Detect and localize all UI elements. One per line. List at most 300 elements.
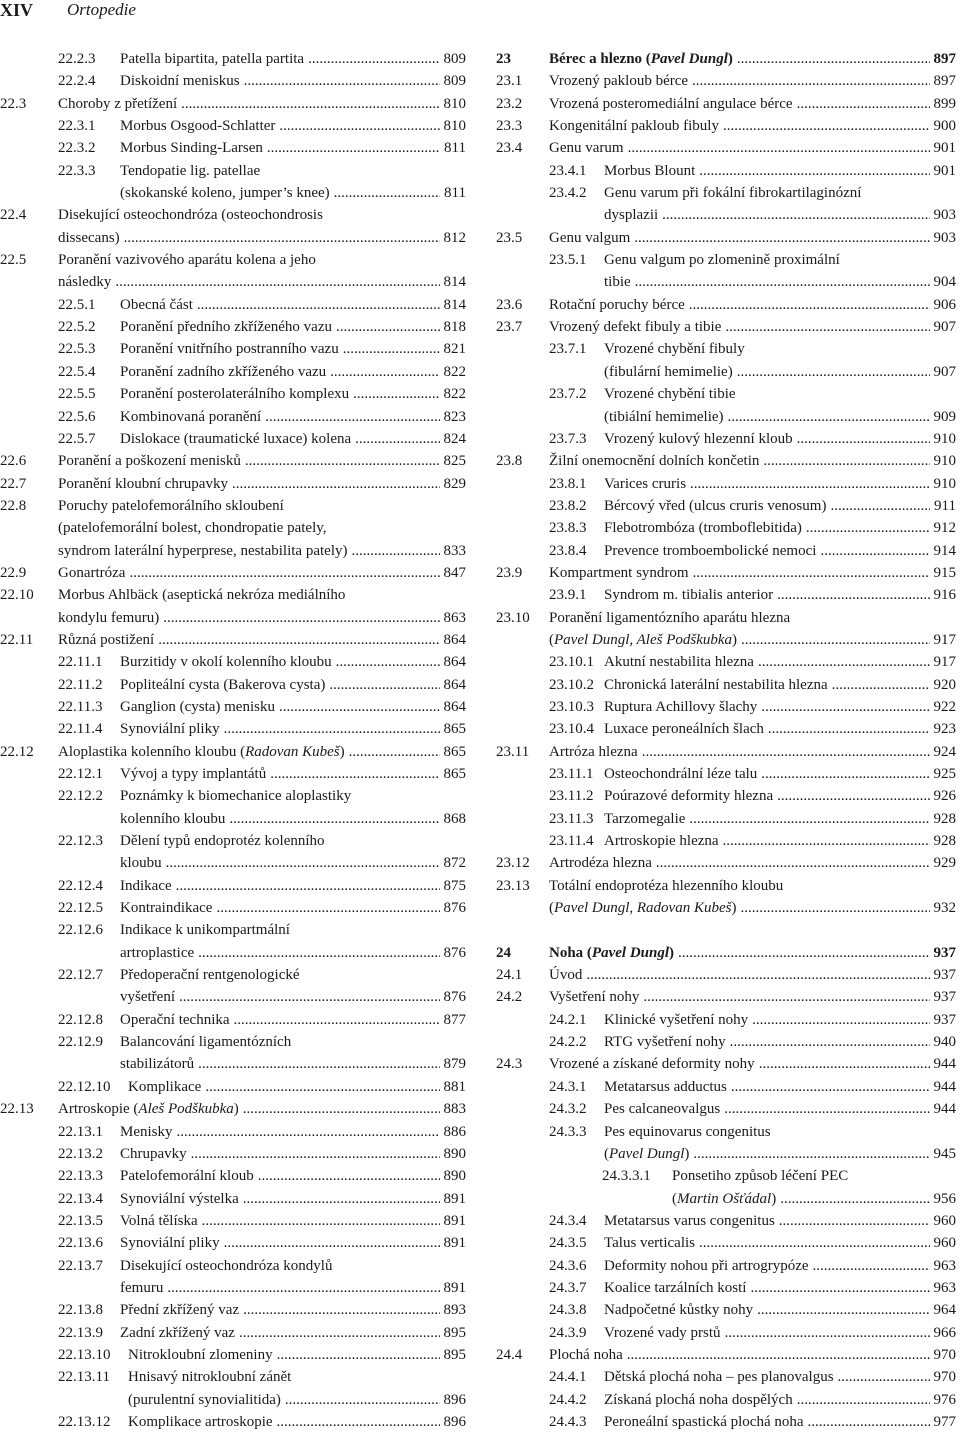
toc-entry[interactable] bbox=[496, 294, 956, 316]
toc-entry[interactable] bbox=[496, 1121, 956, 1143]
toc-entry-number: 22.13.8 bbox=[58, 1302, 103, 1319]
toc-entry-title: Vývoj a typy implantátů bbox=[120, 766, 267, 782]
dot-leader bbox=[777, 785, 929, 807]
toc-entry-page: 812 bbox=[443, 229, 466, 246]
toc-entry-number: 23.10.2 bbox=[549, 676, 594, 693]
toc-entry[interactable] bbox=[496, 1277, 956, 1299]
toc-entry-title: Artróza hlezna bbox=[549, 743, 638, 760]
toc-entry-title: Choroby z přetížení bbox=[58, 95, 178, 112]
toc-entry[interactable] bbox=[496, 562, 956, 584]
toc-entry-title: Menisky bbox=[120, 1123, 173, 1140]
toc-entry[interactable] bbox=[496, 160, 956, 182]
toc-entry-number: 24.3 bbox=[496, 1056, 523, 1073]
toc-entry-page: 904 bbox=[933, 274, 956, 291]
toc-entry-title: Poúrazové deformity hlezna bbox=[604, 788, 774, 805]
toc-entry[interactable] bbox=[496, 406, 956, 428]
toc-entry-title: kondylu femuru) bbox=[58, 609, 160, 626]
toc-entry-page: 876 bbox=[443, 989, 466, 1006]
toc-entry-title: (purulentní synovialitida) bbox=[128, 1391, 281, 1408]
toc-entry[interactable] bbox=[0, 562, 466, 584]
toc-entry[interactable] bbox=[0, 294, 466, 316]
toc-entry[interactable] bbox=[496, 70, 956, 92]
toc-entry-title: Diskoidní meniskus bbox=[120, 73, 240, 90]
toc-entry-number: 24 bbox=[496, 944, 511, 961]
toc-entry[interactable] bbox=[0, 875, 466, 897]
dot-leader bbox=[115, 271, 439, 293]
toc-entry[interactable] bbox=[496, 1299, 956, 1321]
toc-entry-page: 809 bbox=[443, 73, 466, 90]
dot-leader bbox=[838, 1366, 930, 1388]
toc-entry-title: Genu varum při fokální fibrokartilaginózní bbox=[604, 185, 862, 202]
toc-entry[interactable] bbox=[0, 584, 466, 606]
toc-entry-page: 937 bbox=[933, 989, 956, 1006]
toc-entry[interactable] bbox=[0, 1389, 466, 1411]
toc-entry-title: Vrozené chybění tibie bbox=[604, 386, 736, 403]
toc-entry-title: RTG vyšetření nohy bbox=[604, 1034, 726, 1051]
toc-entry[interactable] bbox=[496, 450, 956, 472]
toc-entry[interactable] bbox=[0, 48, 466, 70]
toc-entry-title: Disekující osteochondróza (osteochondrosis bbox=[58, 207, 323, 224]
dot-leader bbox=[627, 1344, 930, 1366]
dot-leader bbox=[224, 1232, 440, 1254]
toc-entry[interactable] bbox=[496, 1076, 956, 1098]
toc-entry-title: Poranění předního zkříženého vazu bbox=[120, 319, 332, 336]
toc-entry[interactable] bbox=[496, 316, 956, 338]
toc-entry[interactable] bbox=[0, 383, 466, 405]
toc-entry[interactable] bbox=[0, 227, 466, 249]
toc-entry[interactable] bbox=[0, 70, 466, 92]
dot-leader bbox=[740, 897, 929, 919]
toc-entry[interactable] bbox=[496, 540, 956, 562]
toc-entry[interactable] bbox=[0, 1121, 466, 1143]
toc-entry[interactable] bbox=[0, 316, 466, 338]
toc-entry-number: 22.4 bbox=[0, 207, 27, 224]
toc-entry[interactable] bbox=[496, 986, 956, 1008]
toc-entry[interactable] bbox=[0, 450, 466, 472]
toc-entry-number: 22.3.2 bbox=[58, 140, 96, 157]
toc-entry[interactable] bbox=[496, 204, 956, 226]
toc-entry[interactable] bbox=[0, 428, 466, 450]
toc-entry-number: 24.3.1 bbox=[549, 1078, 587, 1095]
toc-entry[interactable] bbox=[0, 1344, 466, 1366]
toc-entry[interactable] bbox=[496, 495, 956, 517]
toc-entry[interactable] bbox=[496, 1366, 956, 1388]
toc-entry-page: 929 bbox=[933, 855, 956, 872]
toc-entry[interactable] bbox=[0, 495, 466, 517]
dot-leader bbox=[737, 48, 930, 70]
toc-entry-page: 909 bbox=[933, 408, 956, 425]
toc-entry-title: Poruchy patelofemorálního skloubení bbox=[58, 497, 284, 514]
toc-entry[interactable] bbox=[0, 406, 466, 428]
toc-entry-number: 22.13.10 bbox=[58, 1346, 111, 1363]
toc-entry[interactable] bbox=[0, 607, 466, 629]
toc-entry[interactable] bbox=[0, 696, 466, 718]
toc-entry[interactable] bbox=[496, 1322, 956, 1344]
toc-entry-number: 22.12.9 bbox=[58, 1034, 103, 1051]
toc-entry[interactable] bbox=[496, 383, 956, 405]
toc-entry-title: Poranění a poškození menisků bbox=[58, 453, 241, 470]
toc-entry[interactable] bbox=[496, 227, 956, 249]
toc-entry[interactable] bbox=[0, 1143, 466, 1165]
dot-leader bbox=[689, 294, 930, 316]
toc-entry-page: 944 bbox=[933, 1056, 956, 1073]
toc-entry-title: (Pavel Dungl, Aleš Podškubka) bbox=[549, 631, 738, 648]
toc-entry-number: 24.3.3.1 bbox=[602, 1168, 651, 1185]
toc-entry[interactable] bbox=[496, 1143, 956, 1165]
toc-entry[interactable] bbox=[0, 785, 466, 807]
toc-entry[interactable] bbox=[0, 540, 466, 562]
toc-entry-title: dysplazii bbox=[604, 207, 659, 224]
dot-leader bbox=[336, 316, 440, 338]
toc-entry-number: 24.2.1 bbox=[549, 1011, 587, 1028]
toc-entry-title: Dislokace (traumatické luxace) kolena bbox=[120, 430, 352, 447]
toc-entry[interactable] bbox=[0, 160, 466, 182]
toc-entry[interactable] bbox=[0, 1210, 466, 1232]
toc-entry[interactable] bbox=[0, 271, 466, 293]
toc-entry[interactable] bbox=[496, 1188, 956, 1210]
toc-entry[interactable] bbox=[0, 897, 466, 919]
toc-entry[interactable] bbox=[0, 763, 466, 785]
toc-entry-number: 22.3.3 bbox=[58, 162, 96, 179]
toc-entry-title: Ponsetiho způsob léčení PEC bbox=[672, 1168, 849, 1185]
toc-entry-title: Deformity nohou při artrogrypóze bbox=[604, 1257, 809, 1274]
toc-entry-number: 24.3.2 bbox=[549, 1101, 587, 1118]
toc-entry-title: Vrozený kulový hlezenní kloub bbox=[604, 430, 793, 447]
toc-entry-number: 24.2.2 bbox=[549, 1034, 587, 1051]
toc-entry-number: 23.7.2 bbox=[549, 386, 587, 403]
toc-entry[interactable] bbox=[496, 1344, 956, 1366]
toc-entry[interactable] bbox=[496, 718, 956, 740]
dot-leader bbox=[758, 651, 930, 673]
toc-entry-number: 23.5.1 bbox=[549, 252, 587, 269]
toc-entry[interactable] bbox=[496, 1232, 956, 1254]
toc-entry[interactable] bbox=[0, 986, 466, 1008]
toc-entry[interactable] bbox=[496, 1053, 956, 1075]
toc-spacer bbox=[496, 919, 956, 941]
toc-entry[interactable] bbox=[0, 629, 466, 651]
toc-entry[interactable] bbox=[0, 1031, 466, 1053]
toc-entry[interactable] bbox=[0, 249, 466, 271]
toc-entry-title: Rotační poruchy bérce bbox=[549, 296, 685, 313]
toc-entry[interactable] bbox=[0, 137, 466, 159]
toc-entry-title: Koalice tarzálních kostí bbox=[604, 1279, 747, 1296]
dot-leader bbox=[642, 741, 930, 763]
toc-entry-number: 22.12.7 bbox=[58, 967, 103, 984]
toc-entry-number: 23.8.1 bbox=[549, 475, 587, 492]
toc-entry[interactable] bbox=[0, 830, 466, 852]
toc-entry[interactable] bbox=[0, 93, 466, 115]
toc-entry-title: (Pavel Dungl, Radovan Kubeš) bbox=[549, 900, 737, 917]
dot-leader bbox=[693, 1143, 929, 1165]
toc-entry-page: 876 bbox=[443, 944, 466, 961]
toc-entry-page: 821 bbox=[443, 341, 466, 358]
toc-entry-number: 22.12.5 bbox=[58, 900, 103, 917]
toc-entry-title: Bérec a hlezno (Pavel Dungl) bbox=[549, 51, 733, 67]
toc-entry-title: Vrozené vady prstů bbox=[604, 1324, 721, 1341]
toc-entry-number: 22.13.2 bbox=[58, 1145, 103, 1162]
toc-entry-page: 896 bbox=[443, 1391, 466, 1408]
dot-leader bbox=[813, 1255, 930, 1277]
toc-entry[interactable] bbox=[0, 651, 466, 673]
toc-entry-number: 22.9 bbox=[0, 564, 27, 581]
toc-entry[interactable] bbox=[496, 1255, 956, 1277]
toc-entry-number: 22.5 bbox=[0, 252, 27, 269]
toc-entry[interactable] bbox=[496, 249, 956, 271]
toc-entry-page: 926 bbox=[933, 788, 956, 805]
toc-entry[interactable] bbox=[0, 1366, 466, 1388]
toc-entry-number: 23.8 bbox=[496, 453, 523, 470]
dot-leader bbox=[699, 160, 929, 182]
toc-entry-number: 22.12.1 bbox=[58, 766, 103, 782]
toc-entry[interactable] bbox=[0, 741, 466, 763]
toc-entry[interactable] bbox=[496, 808, 956, 830]
toc-entry[interactable] bbox=[496, 115, 956, 137]
toc-entry[interactable] bbox=[0, 1098, 466, 1120]
dot-leader bbox=[725, 1322, 930, 1344]
toc-entry[interactable] bbox=[0, 1411, 466, 1433]
toc-entry[interactable] bbox=[496, 830, 956, 852]
toc-entry-page: 893 bbox=[443, 1302, 466, 1319]
toc-entry-title: tibie bbox=[604, 274, 631, 291]
dot-leader bbox=[806, 517, 930, 539]
toc-entry-number: 22.13 bbox=[0, 1101, 34, 1118]
toc-entry-page: 917 bbox=[933, 654, 956, 671]
toc-entry-title: Žilní onemocnění dolních končetin bbox=[549, 453, 760, 470]
toc-entry-title: Popliteální cysta (Bakerova cysta) bbox=[120, 676, 326, 693]
toc-entry-title: Nadpočetné kůstky nohy bbox=[604, 1302, 754, 1319]
toc-entry-number: 23.8.4 bbox=[549, 542, 587, 559]
toc-entry[interactable] bbox=[0, 1277, 466, 1299]
dot-leader bbox=[124, 227, 440, 249]
toc-entry-title: Metatarsus varus congenitus bbox=[604, 1212, 775, 1229]
toc-entry-title: Pes calcaneovalgus bbox=[604, 1101, 721, 1118]
toc-entry-number: 22.13.11 bbox=[58, 1369, 110, 1386]
toc-entry-page: 915 bbox=[933, 564, 956, 581]
toc-entry[interactable] bbox=[0, 1232, 466, 1254]
toc-entry-page: 906 bbox=[933, 296, 956, 313]
toc-entry-title: Disekující osteochondróza kondylů bbox=[120, 1257, 333, 1274]
toc-entry-number: 23 bbox=[496, 51, 511, 67]
toc-entry-title: femuru bbox=[120, 1279, 164, 1296]
toc-entry-title: artroplastice bbox=[120, 944, 195, 961]
dot-leader bbox=[725, 316, 929, 338]
toc-entry[interactable] bbox=[496, 1389, 956, 1411]
toc-entry[interactable] bbox=[0, 1299, 466, 1321]
toc-entry-number: 22.13.7 bbox=[58, 1257, 103, 1274]
toc-entry[interactable] bbox=[0, 517, 466, 539]
dot-leader bbox=[656, 852, 930, 874]
toc-entry[interactable] bbox=[496, 651, 956, 673]
toc-entry[interactable] bbox=[496, 182, 956, 204]
toc-entry[interactable] bbox=[496, 741, 956, 763]
dot-leader bbox=[731, 1076, 930, 1098]
toc-entry-title: Kongenitální pakloub fibuly bbox=[549, 118, 719, 135]
toc-entry[interactable] bbox=[0, 674, 466, 696]
toc-entry-page: 891 bbox=[443, 1235, 466, 1252]
toc-entry[interactable] bbox=[496, 1165, 956, 1187]
toc-entry-page: 811 bbox=[444, 140, 466, 157]
dot-leader bbox=[343, 338, 440, 360]
toc-entry[interactable] bbox=[496, 271, 956, 293]
toc-entry[interactable] bbox=[496, 1031, 956, 1053]
toc-entry-number: 22.12.2 bbox=[58, 788, 103, 805]
toc-entry-title: Akutní nestabilita hlezna bbox=[604, 654, 754, 671]
toc-entry-page: 960 bbox=[933, 1235, 956, 1252]
toc-entry-number: 24.4.2 bbox=[549, 1391, 587, 1408]
toc-entry-number: 23.7.1 bbox=[549, 341, 587, 358]
toc-entry-title: Poranění zadního zkříženého vazu bbox=[120, 363, 327, 380]
toc-entry-number: 23.11.3 bbox=[549, 810, 594, 827]
toc-entry-number: 23.10.3 bbox=[549, 698, 594, 715]
toc-entry[interactable] bbox=[496, 93, 956, 115]
toc-entry-number: 22.11.1 bbox=[58, 654, 103, 671]
dot-leader bbox=[243, 1299, 439, 1321]
toc-entry[interactable] bbox=[0, 808, 466, 830]
toc-entry[interactable] bbox=[0, 1076, 466, 1098]
toc-entry-number: 23.2 bbox=[496, 95, 523, 112]
dot-leader bbox=[761, 763, 929, 785]
toc-entry-page: 928 bbox=[933, 833, 956, 850]
toc-entry-title: Poranění kloubní chrupavky bbox=[58, 475, 228, 492]
dot-leader bbox=[205, 1076, 439, 1098]
toc-entry-page: 865 bbox=[443, 721, 466, 738]
toc-entry[interactable] bbox=[496, 473, 956, 495]
toc-entry-number: 22.12.3 bbox=[58, 833, 103, 850]
toc-entry[interactable] bbox=[496, 1009, 956, 1031]
toc-entry-title: Aloplastika kolenního kloubu (Radovan Kubeš) bbox=[58, 743, 345, 760]
toc-entry-title: Volná tělíska bbox=[120, 1212, 198, 1229]
toc-entry[interactable] bbox=[496, 1411, 956, 1433]
toc-entry[interactable] bbox=[0, 182, 466, 204]
toc-entry[interactable] bbox=[496, 852, 956, 874]
toc-entry[interactable] bbox=[496, 763, 956, 785]
toc-entry[interactable] bbox=[496, 696, 956, 718]
toc-entry[interactable] bbox=[496, 338, 956, 360]
toc-entry-number: 23.5 bbox=[496, 229, 523, 246]
toc-entry[interactable] bbox=[0, 1165, 466, 1187]
toc-entry[interactable] bbox=[0, 1188, 466, 1210]
toc-entry[interactable] bbox=[496, 584, 956, 606]
toc-entry-title: (fibulární hemimelie) bbox=[604, 363, 733, 380]
toc-entry-number: 24.3.8 bbox=[549, 1302, 587, 1319]
toc-entry-number: 23.3 bbox=[496, 118, 523, 135]
toc-entry[interactable] bbox=[0, 1255, 466, 1277]
toc-entry[interactable] bbox=[496, 517, 956, 539]
toc-entry[interactable] bbox=[496, 428, 956, 450]
toc-entry-title: (Pavel Dungl) bbox=[604, 1145, 690, 1162]
toc-entry[interactable] bbox=[496, 361, 956, 383]
toc-entry[interactable] bbox=[0, 964, 466, 986]
toc-entry[interactable] bbox=[496, 137, 956, 159]
toc-entry[interactable] bbox=[496, 942, 956, 964]
toc-entry-title: Gonartróza bbox=[58, 564, 126, 581]
toc-entry-page: 895 bbox=[443, 1324, 466, 1341]
toc-entry-page: 810 bbox=[443, 95, 466, 112]
toc-entry[interactable] bbox=[496, 674, 956, 696]
dot-leader bbox=[832, 674, 930, 696]
toc-entry[interactable] bbox=[496, 875, 956, 897]
toc-entry[interactable] bbox=[496, 607, 956, 629]
dot-leader bbox=[634, 227, 929, 249]
toc-entry-number: 23.10 bbox=[496, 609, 530, 626]
toc-entry-title: Synoviální pliky bbox=[120, 1235, 220, 1252]
toc-entry[interactable] bbox=[0, 1053, 466, 1075]
toc-entry[interactable] bbox=[0, 852, 466, 874]
toc-entry[interactable] bbox=[496, 964, 956, 986]
toc-entry-number: 22.5.4 bbox=[58, 363, 96, 380]
toc-entry-number: 23.9 bbox=[496, 564, 523, 581]
dot-leader bbox=[752, 1009, 929, 1031]
toc-entry-number: 22.5.5 bbox=[58, 386, 96, 403]
toc-entry-title: Ganglion (cysta) menisku bbox=[120, 698, 275, 715]
toc-entry-page: 863 bbox=[443, 609, 466, 626]
toc-entry-title: Balancování ligamentózních bbox=[120, 1034, 292, 1051]
toc-entry[interactable] bbox=[0, 942, 466, 964]
toc-entry[interactable] bbox=[0, 1322, 466, 1344]
toc-entry[interactable] bbox=[0, 115, 466, 137]
toc-entry[interactable] bbox=[0, 338, 466, 360]
toc-entry-number: 22.5.7 bbox=[58, 430, 96, 447]
toc-entry[interactable] bbox=[0, 473, 466, 495]
dot-leader bbox=[820, 540, 929, 562]
toc-entry-author: Pavel Dungl bbox=[609, 1145, 685, 1162]
toc-entry-page: 937 bbox=[933, 967, 956, 984]
dot-leader bbox=[763, 450, 929, 472]
toc-entry[interactable] bbox=[0, 204, 466, 226]
toc-entry-page: 897 bbox=[933, 51, 956, 67]
toc-entry-page: 923 bbox=[933, 721, 956, 738]
dot-leader bbox=[308, 48, 439, 70]
toc-entry-title: Artrodéza hlezna bbox=[549, 855, 652, 872]
toc-entry-number: 22.12.10 bbox=[58, 1078, 111, 1095]
toc-entry[interactable] bbox=[496, 785, 956, 807]
toc-entry[interactable] bbox=[496, 48, 956, 70]
dot-leader bbox=[277, 1344, 440, 1366]
toc-entry-number: 22.5.2 bbox=[58, 319, 96, 336]
toc-entry[interactable] bbox=[496, 629, 956, 651]
toc-entry-number: 22.12.8 bbox=[58, 1011, 103, 1028]
toc-entry[interactable] bbox=[496, 1210, 956, 1232]
toc-entry[interactable] bbox=[496, 897, 956, 919]
toc-entry-page: 924 bbox=[933, 743, 956, 760]
toc-entry-title: Kompartment syndrom bbox=[549, 564, 689, 581]
toc-entry-page: 964 bbox=[933, 1302, 956, 1319]
toc-entry[interactable] bbox=[0, 1009, 466, 1031]
toc-entry-page: 879 bbox=[443, 1056, 466, 1073]
dot-leader bbox=[759, 1053, 930, 1075]
dot-leader bbox=[643, 986, 929, 1008]
toc-entry-title: Indikace bbox=[120, 877, 172, 894]
toc-entry-title: Morbus Sinding-Larsen bbox=[120, 140, 263, 157]
dot-leader bbox=[243, 1188, 440, 1210]
toc-entry[interactable] bbox=[0, 361, 466, 383]
dot-leader bbox=[628, 137, 930, 159]
toc-entry-page: 864 bbox=[443, 676, 466, 693]
toc-entry-title: Obecná část bbox=[120, 296, 193, 313]
toc-entry[interactable] bbox=[496, 1098, 956, 1120]
toc-entry-author: Pavel Dungl bbox=[591, 944, 670, 961]
toc-entry-number: 23.7.3 bbox=[549, 430, 587, 447]
dot-leader bbox=[158, 629, 439, 651]
dot-leader bbox=[336, 651, 440, 673]
dot-leader bbox=[586, 964, 929, 986]
toc-entry-page: 809 bbox=[443, 51, 466, 67]
toc-entry[interactable] bbox=[0, 718, 466, 740]
toc-entry-title: Poznámky k biomechanice aloplastiky bbox=[120, 788, 352, 805]
toc-entry-page: 910 bbox=[933, 475, 956, 492]
toc-entry[interactable] bbox=[0, 919, 466, 941]
toc-entry-page: 901 bbox=[933, 162, 956, 179]
